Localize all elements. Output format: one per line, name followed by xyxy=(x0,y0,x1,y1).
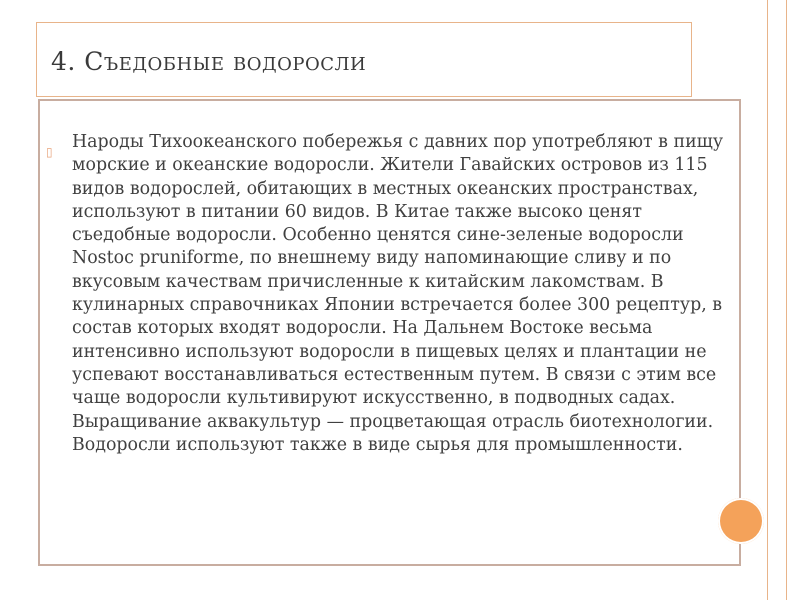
slide-title: 4. Съедобные водоросли xyxy=(51,47,367,76)
content-box xyxy=(38,99,741,566)
accent-circle-icon xyxy=(718,498,764,544)
decorative-rule xyxy=(767,0,768,600)
title-band xyxy=(36,22,692,97)
decorative-rule xyxy=(786,0,787,600)
bullet-icon: ▯ xyxy=(46,145,53,159)
body-paragraph: Народы Тихоокеанского побережья с давних пор употребляют в пищу морские и океанские водоросли. Жители Гавайских островов из 115 видов водорослей, обитающих в местных океанских пространствах, используют в питании 60 видов. В Китае также высоко ценят съедобные водоросли. Особенно ценятся сине-зеленые водоросли Nostoc pruniforme, по внешнему виду напоминающие сливу и по вкусовым качествам причисленные к китайским лакомствам. В кулинарных справочниках Японии встречается более 300 рецептур, в состав которых входят водоросли. На Дальнем Востоке весьма интенсивно используют водоросли в пищевых целях и плантации не успевают восстанавливаться естественным путем. В связи с этим все чаще водоросли культивируют искусственно, в подводных садах. Выращивание аквакультур — процветающая отрасль биотехнологии. Водоросли используют также в виде сырья для промышленности. xyxy=(72,132,724,455)
